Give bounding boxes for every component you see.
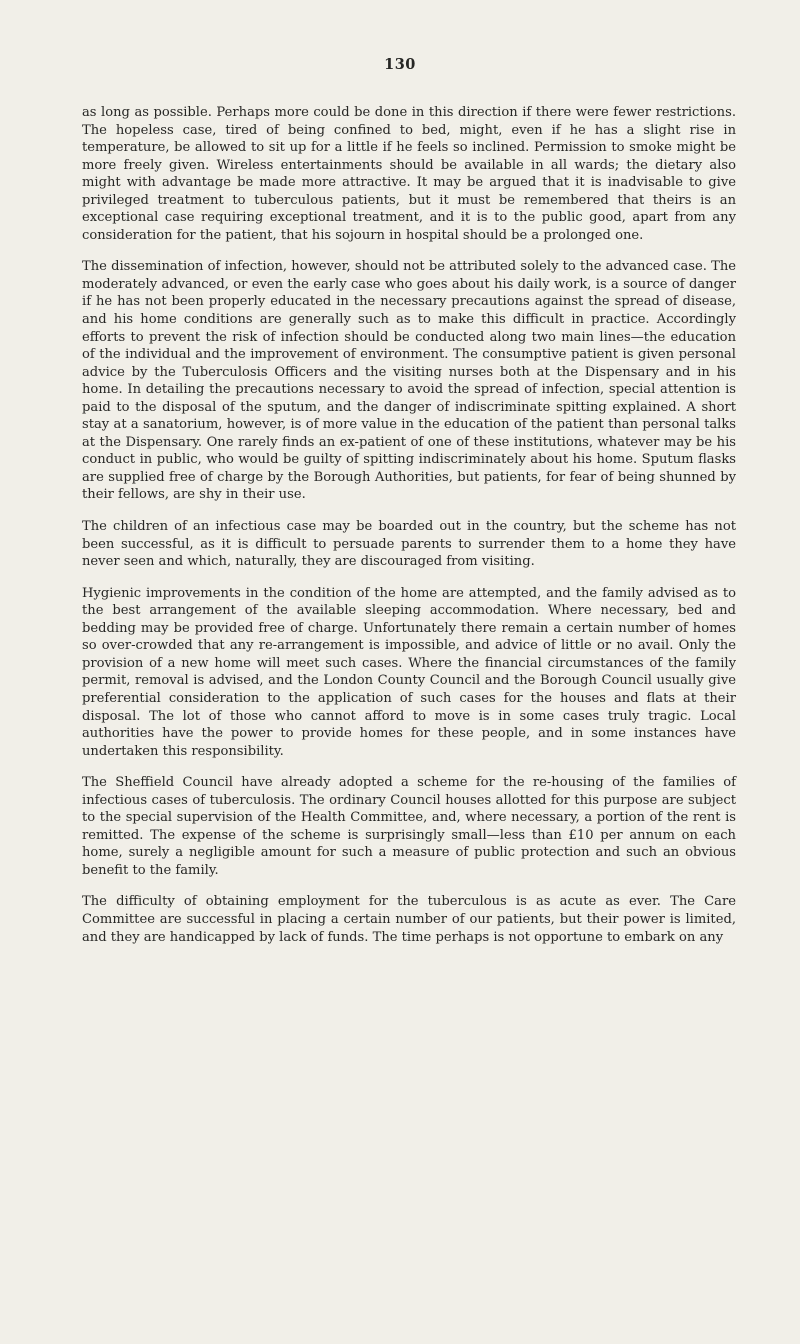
- paragraph-children-boarded-out: The children of an infectious case may be boarded out in the country, but the scheme has not been successful, as it is difficult to persuade parents to surrender them to a home they have never seen and which, naturally, they are discouraged from visiting.: [82, 519, 736, 570]
- body-text: [82, 104, 736, 960]
- paragraph-dissemination-of-infection: The dissemination of infection, however, should not be attributed solely to the advanced case. The moderately advanced, or even the early case who goes about his daily work, is a source of danger if he has not been properly educated in the necessary precautions against the spread of disease, and his home conditions are generally such as to make this difficult in practice. Accordingly efforts to prevent the risk of infection should be conducted along two main lines—the education of the individual and the improvement of environment. The consumptive patient is given personal advice by the Tuberculosis Officers and the visiting nurses both at the Dispensary and in his home. In detailing the precautions necessary to avoid the spread of infection, special attention is paid to the disposal of the sputum, and the danger of indiscriminate spitting explained. A short stay at a sanatorium, however, is of more value in the education of the patient than personal talks at the Dispensary. One rarely finds an ex-patient of one of these institutions, whatever may be his conduct in public, who would be guilty of spitting indiscriminately about his home. Sputum flasks are supplied free of charge by the Borough Authorities, but patients, for fear of being shunned by their fellows, are shy in their use.: [82, 259, 736, 503]
- page-number: 130: [384, 56, 416, 73]
- paragraph-hospital-restrictions: as long as possible. Perhaps more could be done in this direction if there were fewer restrictions. The hopeless case, tired of being confined to bed, might, even if he has a slight rise in temperature, be allowed to sit up for a little if he feels so inclined. Permission to smoke might be more freely given. Wireless entertainments should be available in all wards; the dietary also might with advantage be made more attractive. It may be argued that it is inadvisable to give privileged treatment to tuberculous patients, but it must be remembered that theirs is an exceptional case requiring exceptional treatment, and it is to the public good, apart from any consideration for the patient, that his sojourn in hospital should be a prolonged one.: [82, 105, 736, 243]
- paragraph-employment-difficulty: The difficulty of obtaining employment for the tuberculous is as acute as ever. The Care Committee are successful in placing a certain number of our patients, but their power is limited, and they are handicapped by lack of funds. The time perhaps is not opportune to embark on any: [82, 894, 736, 945]
- paragraph-sheffield-scheme: The Sheffield Council have already adopted a scheme for the re-housing of the families of infectious cases of tuberculosis. The ordinary Council houses allotted for this purpose are subject to the special supervision of the Health Committee, and, where necessary, a portion of the rent is remitted. The expense of the scheme is surprisingly small—less than £10 per annum on each home, surely a negligible amount for such a measure of public protection and such an obvious benefit to the family.: [82, 775, 736, 878]
- paragraph-hygienic-improvements: Hygienic improvements in the condition of the home are attempted, and the family advised as to the best arrangement of the available sleeping accommodation. Where necessary, bed and bedding may be provided free of charge. Unfortunately there remain a certain number of homes so over-crowded that any re-arrangement is impossible, and advice of little or no avail. Only the provision of a new home will meet such cases. Where the financial circumstances of the family permit, removal is advised, and the London County Council and the Borough Council usually give preferential consideration to the application of such cases for the houses and flats at their disposal. The lot of those who cannot afford to move is in some cases truly tragic. Local authorities have the power to provide homes for these people, and in some instances have undertaken this responsibility.: [82, 585, 736, 759]
